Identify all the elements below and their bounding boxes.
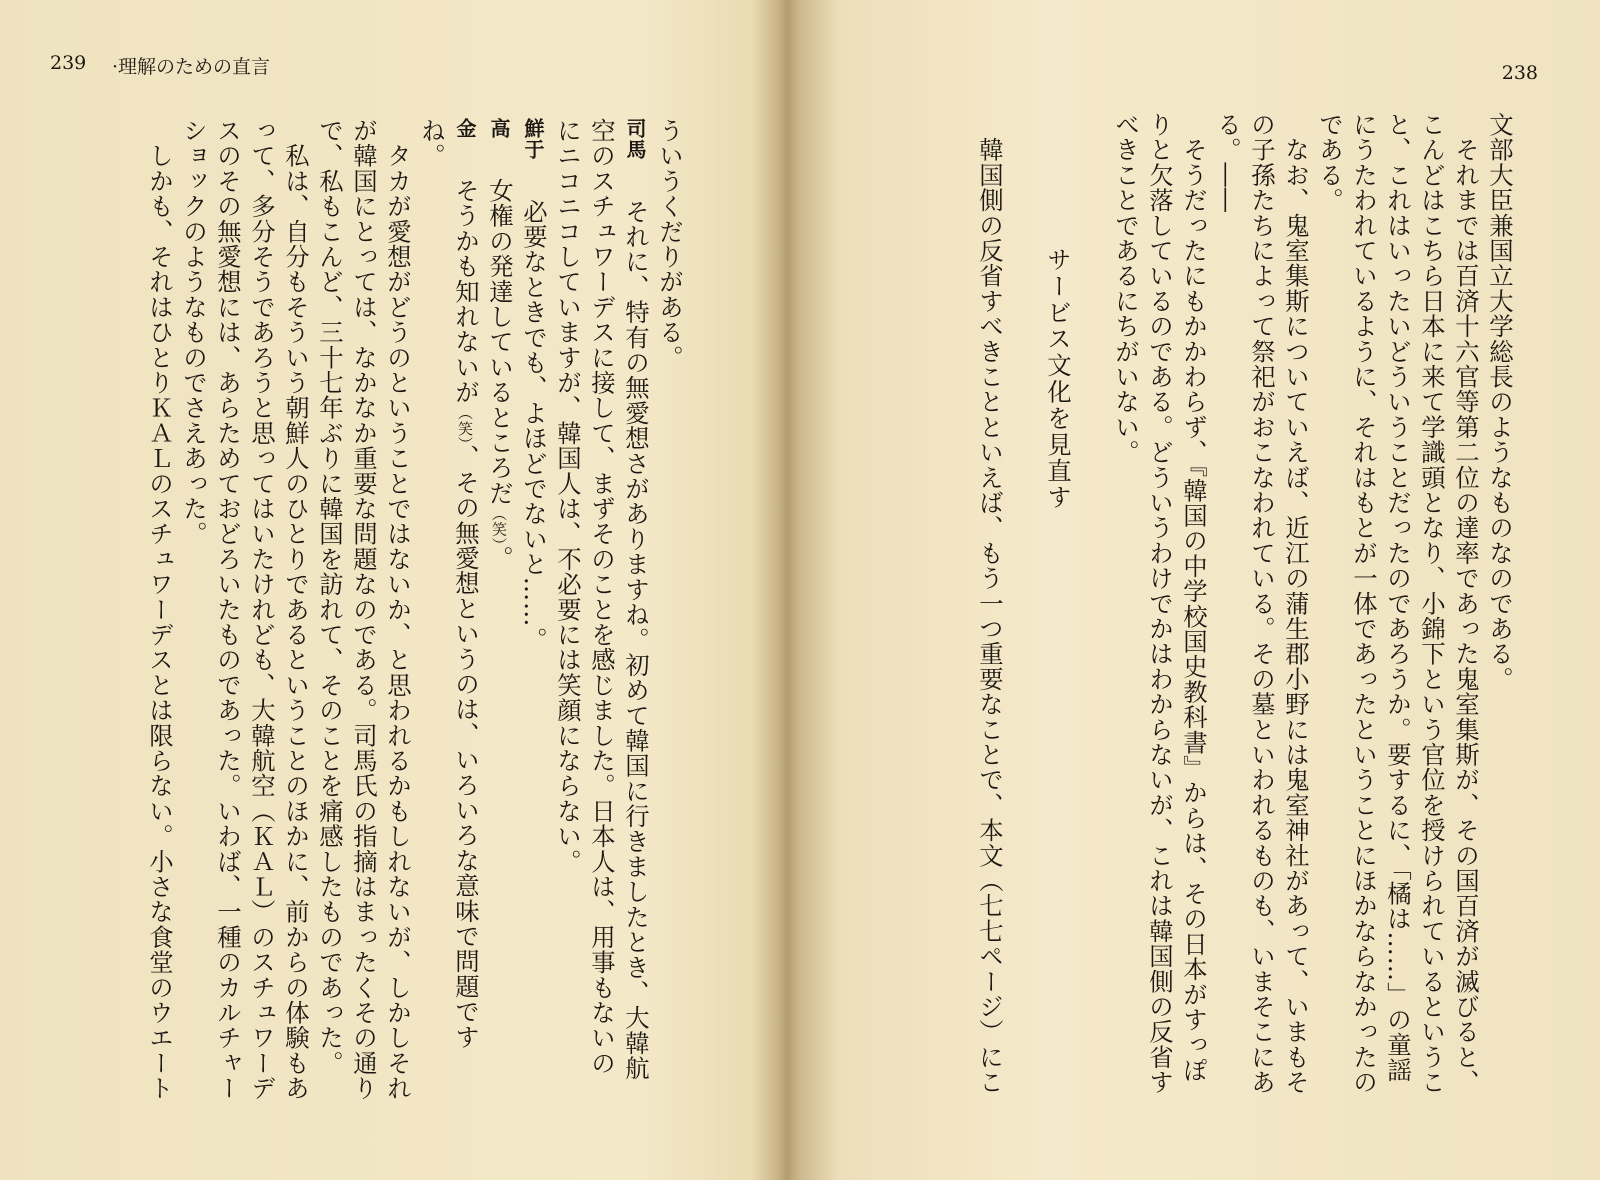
text-column: ショックのようなものでさえあった。 — [179, 118, 208, 547]
text-column: 韓国側の反省すべきことといえば、もう一つ重要なことで、本文（七七ページ）にこ — [975, 137, 1004, 1095]
text-column: ね。 — [417, 118, 446, 169]
text-column: の子孫たちによって祭祀がおこなわれている。その墓といわれるものも、いまそこにあ — [1247, 112, 1276, 1095]
text-column: なお、鬼室集斯についていえば、近江の蒲生郡小野には鬼室神社があって、いまもそ — [1281, 137, 1310, 1095]
laugh-note: （笑） — [490, 505, 508, 546]
speaker-label: 金 — [453, 118, 477, 139]
running-header: ·理解のための直言 — [112, 56, 271, 78]
page-number: 239 — [50, 52, 87, 74]
section-spacer — [1006, 112, 1040, 1162]
speaker-label: 鮮于 — [521, 118, 545, 160]
text-column: りと欠落しているのである。どういうわけでかはわからないが、これは韓国側の反省す — [1145, 112, 1174, 1095]
left-page — [0, 0, 780, 1180]
section-spacer — [1074, 112, 1108, 1162]
page-number: 238 — [1501, 62, 1538, 84]
text-column: と、これはいったいどういうことだったのであろうか。要するに、「橘は……」の童謡 — [1383, 112, 1412, 1083]
text-column: って、多分そうであろうと思ってはいたけれども、大韓航空（ＫＡＬ）のスチュワーデ — [247, 118, 276, 1101]
text-column: が韓国にとっては、なかなか重要な問題なのである。司馬氏の指摘はまったくその通り — [349, 118, 378, 1101]
text-column: ういうくだりがある。 — [655, 118, 684, 370]
text-column: 空のスチュワーデスに接して、まずそのことを感じました。日本人は、用事もないの — [587, 118, 616, 1076]
section-heading: サービス文化を見直す — [1043, 247, 1072, 511]
text-column: それまでは百済十六官等第二位の達率であった鬼室集斯が、その国百済が滅びると、 — [1451, 137, 1480, 1095]
text-column: である。 — [1315, 112, 1344, 213]
text-column: こんどはこちら日本に来て学識頭となり、小錦下という官位を授けられているというこ — [1417, 112, 1446, 1095]
speaker-label: 高 — [487, 118, 511, 139]
text-column: 私は、自分もそういう朝鮮人のひとりであるということのほかに、前からの体験もあ — [281, 143, 310, 1101]
text-column: にうたわれているように、それはもとが一体であったということにほかならなかったの — [1349, 112, 1378, 1095]
text-column: タカが愛想がどうのということではないか、と思われるかもしれないが、しかしそれ — [383, 143, 412, 1101]
text-column: で、私もこんど、三十七年ぶりに韓国を訪れて、そのことを痛感したものであった。 — [315, 118, 344, 1076]
text-column: そうだったにもかかわらず、『韓国の中学校国史教科書』からは、その日本がすっぽ — [1179, 137, 1208, 1083]
text-column: べきことであるにちがいない。 — [1111, 112, 1140, 465]
text-column: スのその無愛想には、あらためておどろいたものであった。いわば、一種のカルチャー — [213, 118, 242, 1101]
text-column: 文部大臣兼国立大学総長のようなものなのである。 — [1485, 112, 1514, 692]
left-body-text — [142, 118, 686, 1158]
laugh-note: （笑） — [456, 404, 474, 445]
dialogue-line: 高 女権の発達しているところだ（笑）。 — [485, 118, 514, 571]
right-page — [780, 0, 1600, 1180]
right-body-text — [972, 112, 1516, 1162]
dialogue-line: 金 そうかも知れないが（笑）、その無愛想というのは、いろいろな意味で問題です — [451, 118, 480, 1050]
dialogue-line: 鮮于 必要なときでも、よほどでないと……。 — [519, 118, 548, 653]
speaker-label: 司馬 — [623, 118, 647, 160]
dialogue-line: 司馬 それに、特有の無愛想さがありますね。初めて韓国に行きましたとき、大韓航 — [621, 118, 650, 1081]
text-column: にニコニコしていますが、韓国人は、不必要には笑顔にならない。 — [553, 118, 582, 874]
text-column: る。―― — [1213, 112, 1242, 213]
text-column: しかも、それはひとりＫＡＬのスチュワーデスとは限らない。小さな食堂のウエート — [145, 143, 174, 1101]
